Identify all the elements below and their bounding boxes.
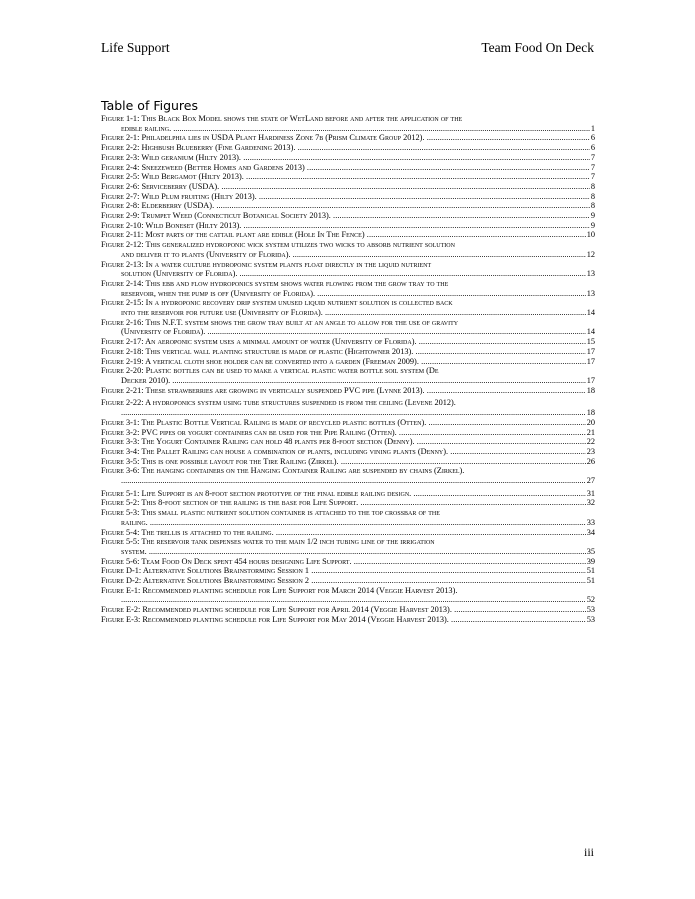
page-ref: 10 (586, 230, 595, 240)
figure-label: Figure 2-8: (101, 201, 140, 211)
figure-caption-line (101, 201, 590, 211)
figure-caption: The Pallet Railing can house a combination of plants, including vining plants (Denny). (141, 446, 449, 456)
page-ref: 35 (586, 546, 595, 556)
figure-label: Figure 5-1: (101, 488, 140, 498)
figure-label: Figure 2-10: (101, 220, 144, 230)
figure-label: Figure 2-7: (101, 191, 140, 201)
page-number: iii (583, 845, 594, 859)
figure-label: Figure 2-16: (101, 317, 144, 327)
figure-caption-line (101, 615, 586, 625)
figure-caption: The hanging containers on the Hanging Container Railing are suspended by chains (Zirkel). (141, 466, 465, 476)
figure-label: Figure 3-5: (101, 456, 140, 466)
figure-label: Figure 2-20: (101, 366, 144, 376)
toc-entry[interactable] (101, 357, 595, 367)
figure-label: Figure 5-6: (101, 556, 140, 566)
page-ref: 53 (586, 605, 595, 615)
figure-label: Figure 5-2: (101, 498, 140, 508)
figure-caption-line (101, 498, 586, 508)
page-ref: 9 (590, 220, 595, 230)
figure-label: Figure 2-2: (101, 143, 140, 153)
figure-caption: The Plastic Bottle Vertical Railing is made of recycled plastic bottles (Otten). (141, 417, 427, 427)
figure-caption: A hydroponics system using tube structures suspended is from the ceiling (Levene 2012). (145, 398, 456, 408)
figure-label: Figure 2-4: (101, 162, 140, 172)
toc-entry[interactable] (101, 447, 595, 457)
page-ref: 20 (586, 417, 595, 427)
figure-label: Figure 2-21: (101, 385, 144, 395)
figure-caption: This ebb and flow hydroponics system shows water flowing from the grow tray to the (145, 278, 449, 288)
page-ref: 12 (586, 249, 595, 259)
page-ref: 21 (586, 427, 595, 437)
figure-label: Figure 2-5: (101, 172, 140, 182)
figure-caption: Alternative Solutions Brainstorming Session 2 (142, 576, 310, 586)
toc-entry[interactable] (101, 201, 595, 211)
toc-entry[interactable] (101, 347, 595, 357)
figure-label: Figure E-3: (101, 614, 141, 624)
toc-entry[interactable] (101, 557, 595, 567)
figure-caption: An aeroponic system uses a minimal amount of water (University of Florida). (145, 337, 417, 347)
toc-entry[interactable] (101, 260, 595, 279)
figure-caption-line (101, 357, 586, 367)
toc-entry[interactable] (101, 605, 595, 615)
figure-label: Figure 2-15: (101, 298, 144, 308)
page-ref: 7 (590, 152, 595, 162)
figure-caption: The reservoir tank dispenses water to the main 1/2 inch tubing line of the irrigation (141, 537, 435, 547)
header-right-text: Team Food On Deck (481, 40, 594, 55)
toc-title: Table of Figures (101, 98, 198, 113)
toc-entry[interactable] (101, 163, 595, 173)
figure-caption: This Black Box Model shows the state of WetLand before and after the application of the (141, 114, 463, 123)
figure-caption: Team Food On Deck spent 454 hours designing Life Support. (141, 556, 352, 566)
toc-entry[interactable] (101, 508, 595, 527)
figure-caption: Sneezeweed (Better Homes and Gardens 2013) (141, 162, 305, 172)
toc-entry[interactable] (101, 279, 595, 298)
page-ref: 52 (586, 595, 595, 605)
figure-caption-line (101, 221, 590, 231)
figure-caption-continuation: Decker 2010). ..... (121, 376, 586, 386)
figure-caption-continuation: railing. ..... (121, 518, 586, 528)
figure-caption-line (101, 528, 586, 538)
toc-entry[interactable] (101, 221, 595, 231)
figure-caption: Elderberry (USDA). (141, 201, 215, 211)
figure-caption-line (101, 172, 590, 182)
figure-caption: This is one possible layout for the Tire Railing (Zirkel). (141, 456, 339, 466)
page-ref: 6 (590, 143, 595, 153)
figure-caption-continuation (121, 476, 586, 486)
toc-entry[interactable] (101, 537, 595, 556)
page-ref: 31 (586, 488, 595, 498)
page-ref: 14 (586, 308, 595, 318)
figure-label: Figure 3-3: (101, 437, 140, 447)
figure-caption: In a water culture hydroponic system plants float directly in the liquid nutrient (145, 259, 432, 269)
figure-caption-continuation (121, 408, 586, 418)
toc-entry[interactable] (101, 143, 595, 153)
toc-entry[interactable] (101, 114, 595, 133)
figure-caption-line (101, 230, 586, 240)
figure-caption-line (101, 428, 586, 438)
figure-caption: PVC pipes or yogurt containers can be used for the Pipe Railing (Otten). (141, 427, 397, 437)
page-ref: 7 (590, 172, 595, 182)
figure-caption-line (101, 337, 586, 347)
figure-caption-line (101, 437, 586, 447)
page-ref: 39 (586, 556, 595, 566)
figure-label: Figure 5-5: (101, 537, 140, 547)
page-ref: 51 (586, 576, 595, 586)
figure-caption: Alternative Solutions Brainstorming Session 1 (142, 566, 310, 576)
figure-caption: Serviceberry (USDA). (141, 181, 220, 191)
figure-caption: Plastic bottles can be used to make a vertical plastic water bottle soil system (De (145, 366, 439, 376)
figure-caption: Most parts of the cattail plant are edible (Hole In The Fence) (145, 230, 365, 240)
figure-caption-line (101, 163, 590, 173)
toc-entry[interactable] (101, 298, 595, 317)
figure-caption: Wild Bergamot (Hilty 2013). (141, 172, 244, 182)
figure-caption: Trumpet Weed (Connecticut Botanical Society 2013). (141, 211, 331, 221)
page-ref: 8 (590, 191, 595, 201)
figure-caption: This vertical wall planting structure is made of plastic (Hightowner 2013). (145, 346, 414, 356)
figure-caption-line (101, 489, 586, 499)
toc-entry[interactable] (101, 318, 595, 337)
page-ref: 7 (590, 162, 595, 172)
toc-entry[interactable] (101, 153, 595, 163)
toc-entry[interactable] (101, 398, 595, 417)
figure-label: Figure D-2: (101, 576, 142, 586)
figure-label: Figure 2-19: (101, 356, 144, 366)
toc-entry[interactable] (101, 386, 595, 396)
toc-entry[interactable] (101, 230, 595, 240)
figure-caption: A vertical cloth shoe holder can be converted into a garden (Freeman 2009). (145, 356, 419, 366)
toc-entry[interactable] (101, 437, 595, 447)
figure-caption-line (101, 447, 586, 457)
figure-caption-continuation: and deliver it to plants (University of Florida). ..... (121, 250, 586, 260)
figure-caption: This small plastic nutrient solution container is attached to the top crossbar of the (141, 508, 440, 518)
page-ref: 34 (586, 527, 595, 537)
figure-label: Figure 2-3: (101, 152, 140, 162)
figure-caption-continuation: solution (University of Florida). ..... (121, 269, 586, 279)
toc-entry[interactable] (101, 192, 595, 202)
toc-entry[interactable] (101, 498, 595, 508)
figure-caption-line (101, 386, 586, 396)
figure-caption-line (101, 418, 586, 428)
toc-entry[interactable] (101, 182, 595, 192)
figure-label: Figure 5-4: (101, 527, 140, 537)
figure-caption-line (101, 143, 590, 153)
figure-caption: In a hydroponic recovery drip system unused liquid nutrient solution is collected back (145, 298, 453, 308)
figure-caption: Recommended planting schedule for Life Support for March 2014 (Veggie Harvest 2013). (142, 585, 458, 595)
toc-entry[interactable] (101, 566, 595, 576)
figure-caption: Highbush Blueberry (Fine Gardening 2013). (141, 143, 296, 153)
figure-caption: This generalized hydroponic wick system utilizes two wicks to absorb nutrient solution (145, 240, 455, 250)
figure-caption: Wild Boneset (Hilty 2013). (145, 220, 242, 230)
figure-label: Figure 3-1: (101, 417, 140, 427)
figure-caption-line (101, 566, 586, 576)
figure-caption: The Yogurt Container Railing can hold 48 plants per 8-foot section (Denny). (141, 437, 415, 447)
toc-entry[interactable] (101, 418, 595, 428)
page-ref: 6 (590, 133, 595, 143)
toc-entry[interactable] (101, 133, 595, 143)
page-ref: 23 (586, 446, 595, 456)
figure-caption-continuation: edible railing. ..... (121, 124, 590, 134)
figure-caption-continuation: (University of Florida). ..... (121, 327, 586, 337)
toc-entry[interactable] (101, 428, 595, 438)
figure-caption: Recommended planting schedule for Life Support for May 2014 (Veggie Harvest 2013). (142, 614, 449, 624)
toc-entry[interactable] (101, 615, 595, 625)
page-ref: 9 (590, 211, 595, 221)
page-ref: 51 (586, 566, 595, 576)
figure-caption: Wild geranium (Hilty 2013). (141, 152, 242, 162)
figure-label: Figure 2-22: (101, 398, 144, 408)
figure-caption-line (101, 605, 586, 615)
toc-entry[interactable] (101, 240, 595, 259)
running-header (101, 40, 594, 60)
page-ref: 17 (586, 356, 595, 366)
figure-caption: Life Support is an 8-foot section prototype of the final edible railing design. (141, 488, 412, 498)
figure-caption: The trellis is attached to the railing. (141, 527, 274, 537)
figure-caption-continuation: system. ..... (121, 547, 586, 557)
figure-caption-continuation (121, 595, 586, 605)
figure-label: Figure 2-12: (101, 240, 144, 250)
figure-caption: This 8-foot section of the railing is the base for Life Support. (141, 498, 359, 508)
figure-caption-line (101, 457, 586, 467)
page-ref: 18 (586, 385, 595, 395)
page-ref: 13 (586, 269, 595, 279)
page-ref: 13 (586, 288, 595, 298)
page-ref: 53 (586, 614, 595, 624)
figure-label: Figure 2-11: (101, 230, 144, 240)
figure-caption-line (101, 557, 586, 567)
toc-entry[interactable] (101, 172, 595, 182)
figure-label: Figure 2-6: (101, 181, 140, 191)
page-ref: 22 (586, 437, 595, 447)
figure-caption-line (101, 347, 586, 357)
figure-label: Figure 3-6: (101, 466, 140, 476)
toc-entry[interactable] (101, 466, 595, 485)
figure-caption-line (101, 182, 590, 192)
toc-entry[interactable] (101, 457, 595, 467)
figure-caption-line (101, 211, 590, 221)
figure-caption-continuation: reservoir, when the pump is off (University of Florida). ..... (121, 289, 586, 299)
figure-label: Figure E-1: (101, 585, 141, 595)
header-left-text: Life Support (101, 40, 170, 55)
toc-entry[interactable] (101, 489, 595, 499)
figure-caption: Recommended planting schedule for Life Support for April 2014 (Veggie Harvest 2013). (142, 605, 452, 615)
page-ref: 33 (586, 517, 595, 527)
page-ref: 1 (590, 123, 595, 133)
figure-label: Figure 2-13: (101, 259, 144, 269)
figure-label: Figure 2-9: (101, 211, 140, 221)
toc-entry[interactable] (101, 576, 595, 586)
page-ref: 17 (586, 375, 595, 385)
page-ref: 32 (586, 498, 595, 508)
figure-caption-line (101, 133, 590, 143)
figure-label: Figure 1-1: (101, 114, 140, 123)
page-ref: 14 (586, 327, 595, 337)
page-ref: 15 (586, 337, 595, 347)
table-of-figures (101, 114, 595, 625)
toc-entry[interactable] (101, 528, 595, 538)
figure-label: Figure 3-4: (101, 446, 140, 456)
figure-label: Figure 2-17: (101, 337, 144, 347)
figure-caption: These strawberries are growing in vertically suspended PVC pipe (Lynne 2013). (145, 385, 425, 395)
figure-label: Figure 2-1: (101, 133, 140, 143)
page-ref: 18 (586, 408, 595, 418)
figure-caption: Wild Plum fruiting (Hilty 2013). (141, 191, 257, 201)
figure-caption: This N.F.T. system shows the grow tray built at an angle to allow for the use of gravity (145, 317, 459, 327)
toc-entry[interactable] (101, 586, 595, 605)
page-ref: 8 (590, 181, 595, 191)
figure-label: Figure 2-14: (101, 278, 144, 288)
page-ref: 17 (586, 346, 595, 356)
figure-caption-line (101, 153, 590, 163)
figure-label: Figure D-1: (101, 566, 142, 576)
figure-caption: Philadelphia lies in USDA Plant Hardiness Zone 7b (Prism Climate Group 2012). (141, 133, 425, 143)
figure-label: Figure 5-3: (101, 508, 140, 518)
toc-entry[interactable] (101, 211, 595, 221)
page-ref: 8 (590, 201, 595, 211)
toc-entry[interactable] (101, 337, 595, 347)
figure-label: Figure E-2: (101, 605, 141, 615)
page-ref: 27 (586, 476, 595, 486)
figure-caption-continuation: into the reservoir for future use (University of Florida). ..... (121, 308, 586, 318)
figure-caption-line (101, 192, 590, 202)
toc-entry[interactable] (101, 366, 595, 385)
page-ref: 26 (586, 456, 595, 466)
figure-label: Figure 2-18: (101, 346, 144, 356)
figure-caption-line (101, 576, 586, 586)
figure-label: Figure 3-2: (101, 427, 140, 437)
